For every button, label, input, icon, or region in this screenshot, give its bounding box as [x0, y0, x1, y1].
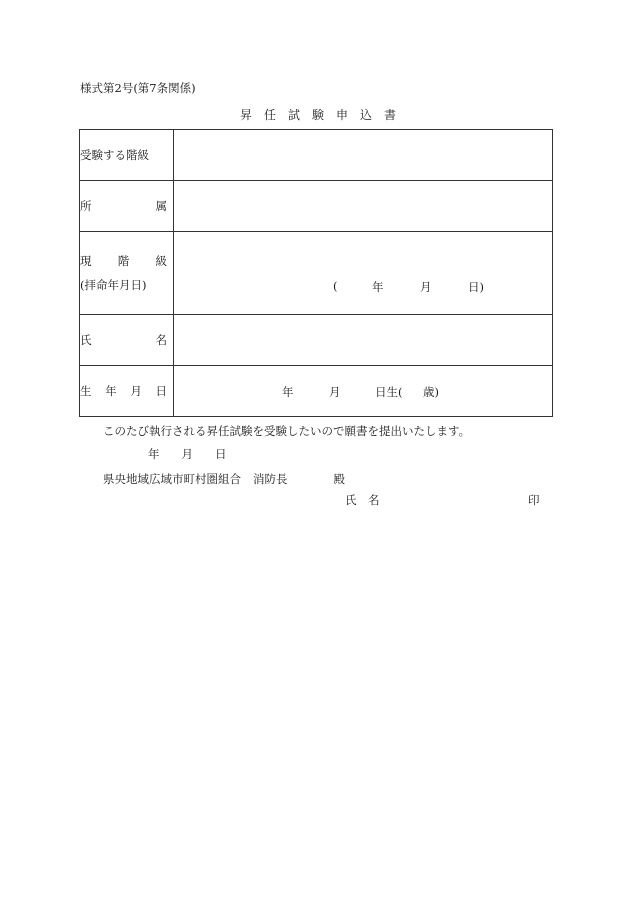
- dept-char: 属: [155, 199, 167, 213]
- appointment-date-label: (拝命年月日): [80, 278, 147, 292]
- addressee-honorific: 殿: [333, 472, 345, 486]
- birth-month: 月: [329, 385, 341, 399]
- table-row-department: [80, 181, 553, 232]
- birth-day: 日生(: [375, 385, 403, 399]
- birthdate-field[interactable]: [174, 366, 553, 417]
- name-char: 氏: [80, 333, 92, 347]
- form-number-label: 様式第2号(第7条関係): [80, 81, 196, 95]
- seal-mark: 印: [528, 493, 540, 507]
- exam-rank-label: 受験する階級: [80, 130, 174, 181]
- department-field[interactable]: [174, 181, 553, 232]
- addressee-org: 県央地域広域市町村圏組合: [103, 472, 241, 486]
- table-row-birthdate: [80, 366, 553, 417]
- table-row-current-rank: [80, 232, 553, 315]
- application-statement: このたび執行される昇任試験を受験したいので願書を提出いたします。: [103, 424, 471, 438]
- title-char: 試: [288, 108, 301, 122]
- birth-char: 生: [80, 384, 92, 398]
- current-rank-char: 級: [155, 254, 167, 268]
- current-rank-char: 階: [117, 254, 130, 268]
- name-field[interactable]: [174, 315, 553, 366]
- application-table: [79, 129, 553, 417]
- dept-char: 所: [80, 199, 92, 213]
- appointment-month: 月: [420, 280, 432, 294]
- date-year: 年: [148, 447, 160, 461]
- form-title: [240, 106, 408, 123]
- current-rank-field[interactable]: [174, 232, 553, 315]
- age-suffix: 歳): [423, 385, 439, 399]
- birth-char: 年: [105, 384, 117, 398]
- birth-char: 月: [130, 384, 142, 398]
- date-day: 日: [215, 447, 227, 461]
- name-char: 名: [155, 333, 167, 347]
- date-line: [148, 446, 227, 462]
- appointment-year: 年: [372, 280, 384, 294]
- exam-rank-field[interactable]: [174, 130, 553, 181]
- date-month: 月: [181, 447, 193, 461]
- title-char: 昇: [240, 108, 253, 122]
- current-rank-label: [80, 232, 174, 315]
- title-char: 申: [336, 108, 349, 122]
- name-label: [80, 315, 174, 366]
- addressee-title: 消防長: [253, 472, 288, 486]
- title-char: 込: [360, 108, 373, 122]
- birth-year: 年: [282, 385, 294, 399]
- department-label: [80, 181, 174, 232]
- title-char: 験: [312, 108, 325, 122]
- title-char: 任: [264, 108, 277, 122]
- table-row-exam-rank: [80, 130, 553, 181]
- current-rank-char: 現: [80, 254, 92, 268]
- title-char: 書: [384, 108, 397, 122]
- appointment-day: 日): [468, 280, 484, 294]
- birthdate-label: [80, 366, 174, 417]
- appointment-open-paren: (: [333, 279, 338, 293]
- signature-name-label: 氏 名: [345, 493, 380, 507]
- addressee: [103, 471, 345, 487]
- table-row-name: [80, 315, 553, 366]
- birth-char: 日: [155, 384, 167, 398]
